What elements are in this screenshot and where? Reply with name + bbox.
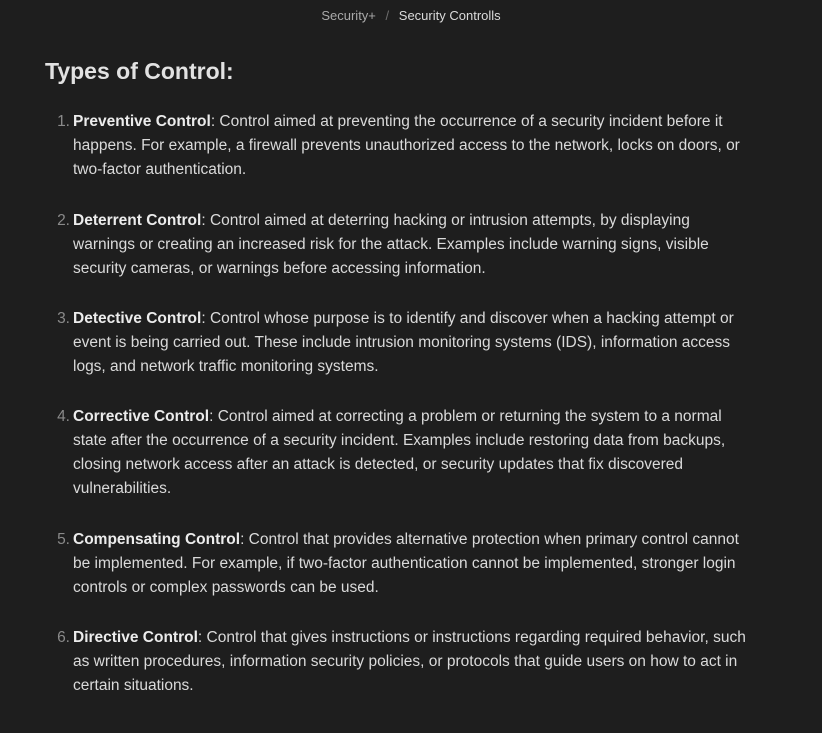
breadcrumb-parent-link[interactable]: Security+ xyxy=(321,8,376,23)
list-item-number: 2. xyxy=(57,212,70,229)
list-item-description: : Control aimed at correcting a problem or returning the system to a normal state after the occurrence of a security incident. Examples include restoring data from backups, closing network access after an attack is detected, or security updates that fix discovered vulnerabilities. xyxy=(73,408,726,497)
list-item-term: Compensating Control xyxy=(73,531,241,548)
list-item-term: Detective Control xyxy=(73,310,202,327)
list-item-number: 1. xyxy=(57,113,70,130)
list-item-text xyxy=(73,405,748,501)
list-item-text xyxy=(73,110,748,182)
list-item-term: Directive Control xyxy=(73,629,198,646)
list-item-description: : Control aimed at preventing the occurrence of a security incident before it happens. For example, a firewall prevents unauthorized access to the network, locks on doors, or two-factor authentication. xyxy=(73,113,740,178)
list-item-number: 3. xyxy=(57,310,70,327)
breadcrumb-separator: / xyxy=(385,8,390,23)
list-item-text xyxy=(73,528,748,600)
list-item-description: : Control aimed at deterring hacking or intrusion attempts, by displaying warnings or creating an increased risk for the attack. Examples include warning signs, visible security cameras, or warnings before accessing information. xyxy=(73,212,709,277)
list-item-term: Corrective Control xyxy=(73,408,210,425)
list-item-number: 6. xyxy=(57,629,70,646)
list-item-description: : Control that gives instructions or instructions regarding required behavior, such as written procedures, information security policies, or protocols that guide users on how to act in certain situations. xyxy=(73,629,746,694)
list-item-number: 5. xyxy=(57,531,70,548)
list-item-number: 4. xyxy=(57,408,70,425)
breadcrumb-current-page: Security Controlls xyxy=(398,8,501,23)
list-item-text xyxy=(73,209,748,281)
breadcrumb xyxy=(0,7,822,25)
list-item-text xyxy=(73,626,748,698)
page-heading: Types of Control: xyxy=(45,58,234,84)
list-item-term: Deterrent Control xyxy=(73,212,202,229)
list-item-description: : Control that provides alternative protection when primary control cannot be implemented. For example, if two-factor authentication cannot be implemented, stronger login controls or complex passwords can be used. xyxy=(73,531,739,596)
list-item-description: : Control whose purpose is to identify and discover when a hacking attempt or event is being carried out. These include intrusion monitoring systems (IDS), information access logs, and network traffic monitoring systems. xyxy=(73,310,734,375)
list-item-text xyxy=(73,307,748,379)
list-item-term: Preventive Control xyxy=(73,113,211,130)
